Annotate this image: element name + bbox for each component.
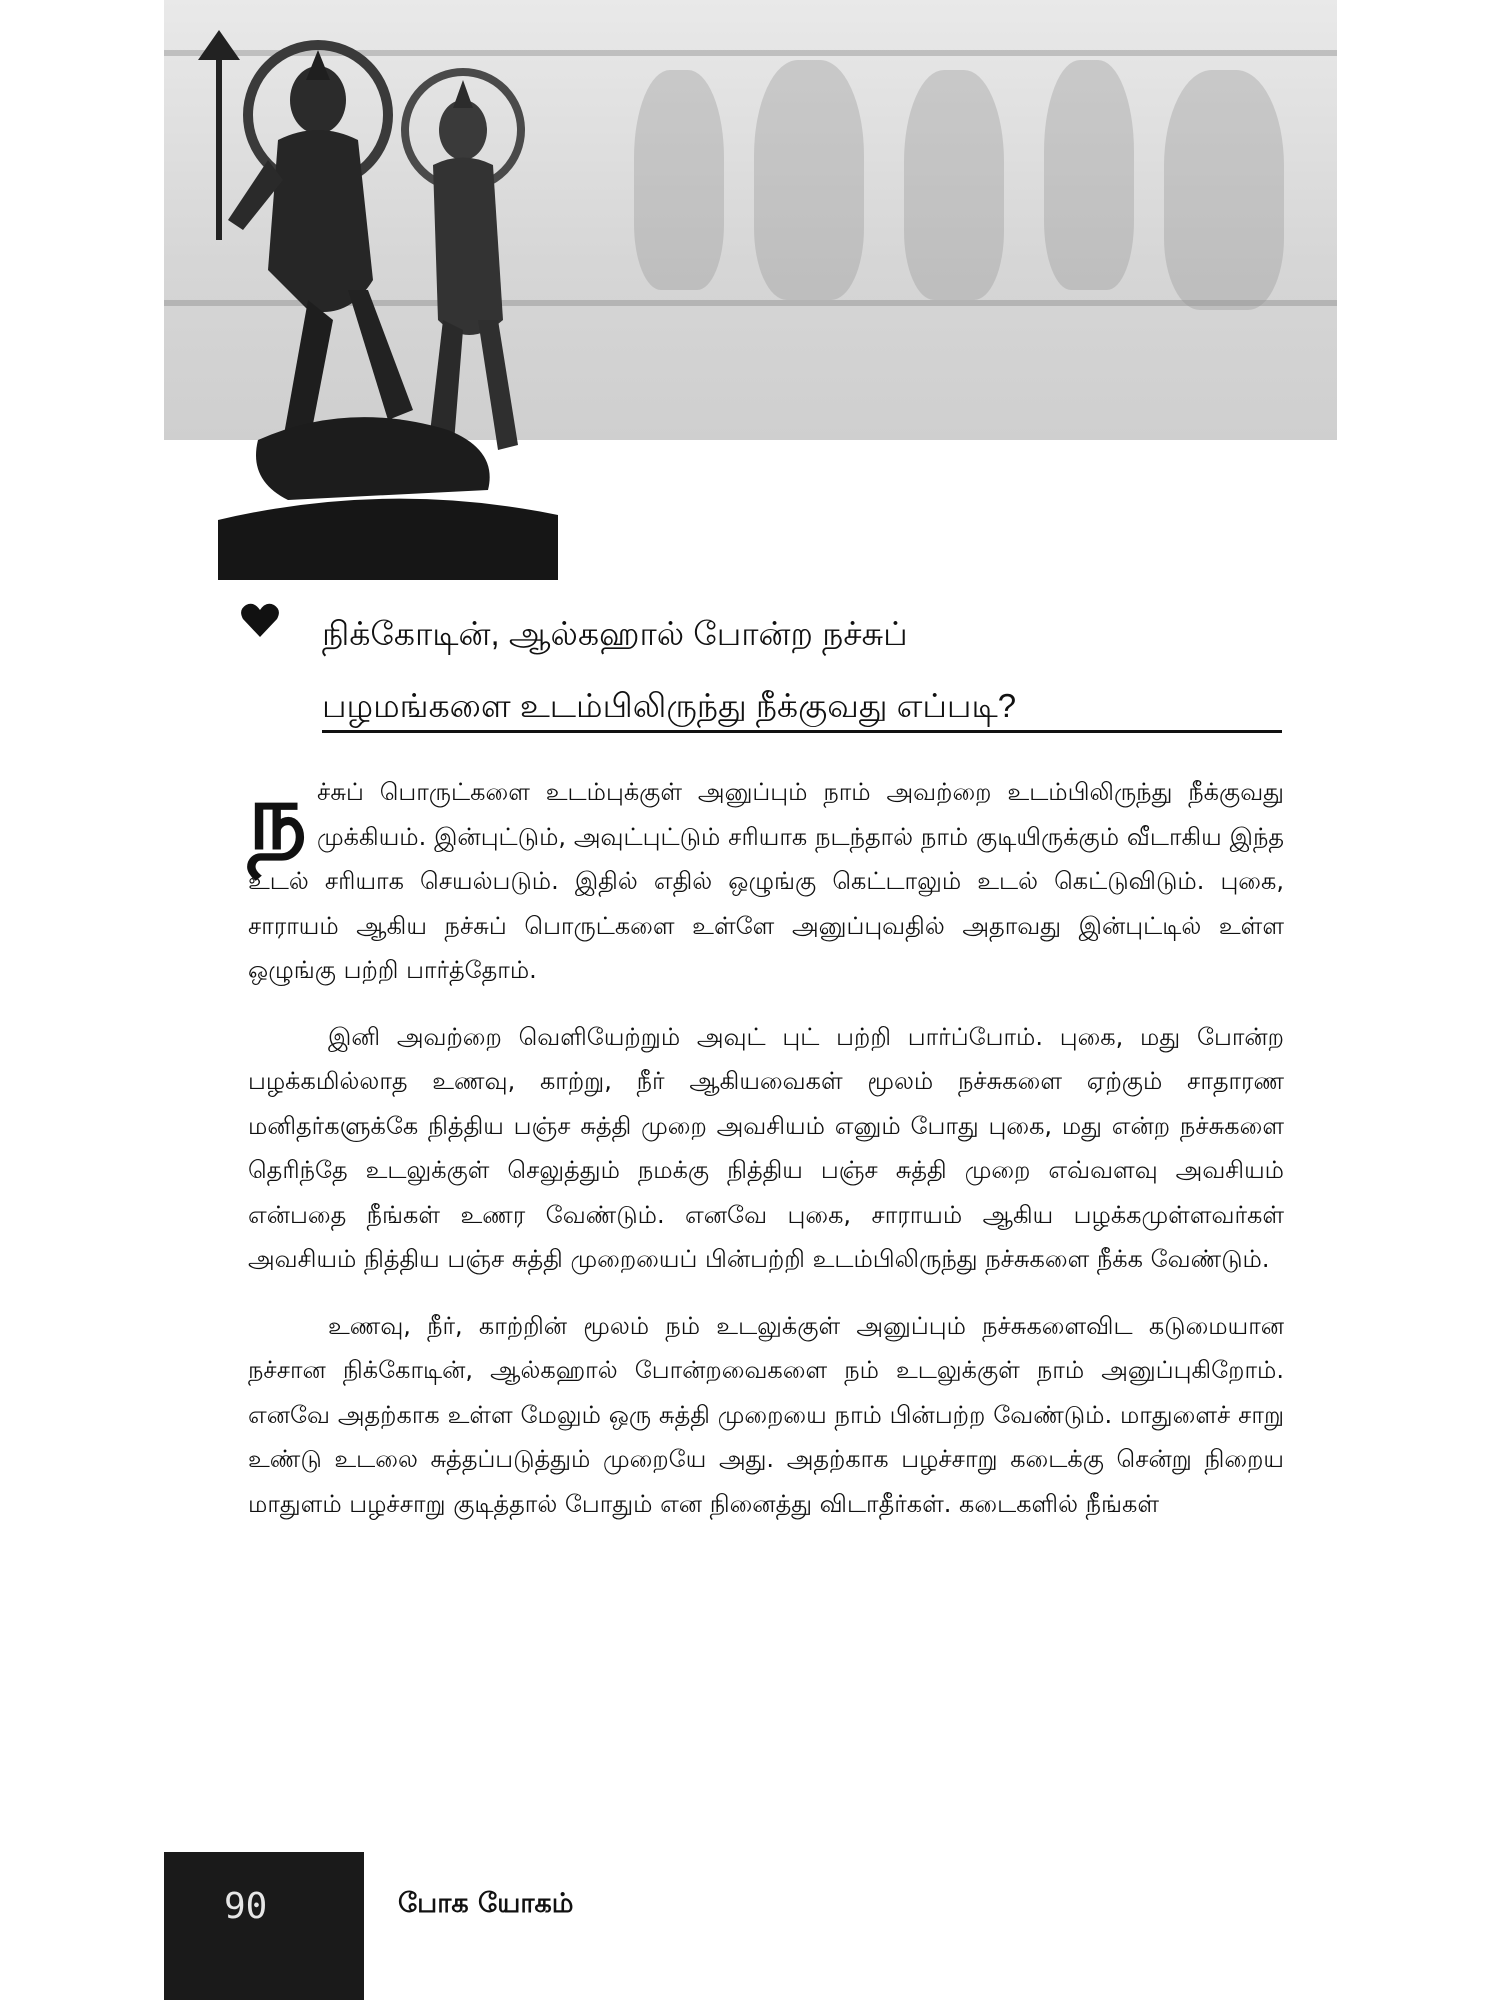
paragraph-1-text: ச்சுப் பொருட்களை உடம்புக்குள் அனுப்பும் நாம் அவற்றை உடம்பிலிருந்து நீக்குவது முக்கியம். இன்புட்டும், அவுட்புட்டும் சரியாக நடந்தால் நாம் குடியிருக்கும் வீடாகிய இந்த உடல் சரியாக செயல்படும். இதில் எதில் ஒழுங்கு கெட்டாலும் உடல் கெட்டுவிடும். புகை, சாராயம் ஆகிய நச்சுப் பொருட்களை உள்ளே அனுப்புவதில் அதாவது இன்புட்டில் உள்ள ஒழுங்கு பற்றி பார்த்தோம். [248, 778, 1284, 984]
body-text [248, 762, 1284, 1548]
heading-underline [322, 730, 1282, 733]
paragraph-2: இனி அவற்றை வெளியேற்றும் அவுட் புட் பற்றி பார்ப்போம். புகை, மது போன்ற பழக்கமில்லாத உணவு, காற்று, நீர் ஆகியவைகள் மூலம் நச்சுகளை ஏற்கும் சாதாரண மனிதர்களுக்கே நித்திய பஞ்ச சுத்தி முறை அவசியம் எனும் போது புகை, மது என்ற நச்சுகளை தெரிந்தே உடலுக்குள் செலுத்தும் நமக்கு நித்திய பஞ்ச சுத்தி முறை எவ்வளவு அவசியம் என்பதை நீங்கள் உணர வேண்டும். எனவே புகை, சாராயம் ஆகிய பழக்கமுள்ளவர்கள் அவசியம் நித்திய பஞ்ச சுத்தி முறையைப் பின்பற்றி உடம்பிலிருந்து நச்சுகளை நீக்க வேண்டும். [248, 1022, 1284, 1273]
paragraph-3: உணவு, நீர், காற்றின் மூலம் நம் உடலுக்குள் அனுப்பும் நச்சுகளைவிட கடுமையான நச்சான நிக்கோடின், ஆல்கஹால் போன்றவைகளை நம் உடலுக்குள் நாம் அனுப்புகிறோம். எனவே அதற்காக உள்ள மேலும் ஒரு சுத்தி முறையை நாம் பின்பற்ற வேண்டும். மாதுளைச் சாறு உண்டு உடலை சுத்தப்படுத்தும் முறையே அது. அதற்காக பழச்சாறு கடைக்கு சென்று நிறைய மாதுளம் பழச்சாறு குடித்தால் போதும் என நினைத்து விடாதீர்கள். கடைகளில் நீங்கள் [248, 1311, 1284, 1518]
section-heading [322, 598, 1282, 742]
book-title: போக யோகம் [398, 1888, 574, 1919]
drop-cap: ந [248, 762, 308, 870]
heart-icon [240, 600, 280, 640]
heading-line-2: பழமங்களை உடம்பிலிருந்து நீக்குவது எப்படி? [322, 687, 1017, 724]
heading-line-1: நிக்கோடின், ஆல்கஹால் போன்ற நச்சுப் [322, 615, 908, 652]
statue-image [198, 20, 578, 580]
page-number: 90 [224, 1886, 268, 1927]
paragraph-1 [248, 762, 1284, 993]
